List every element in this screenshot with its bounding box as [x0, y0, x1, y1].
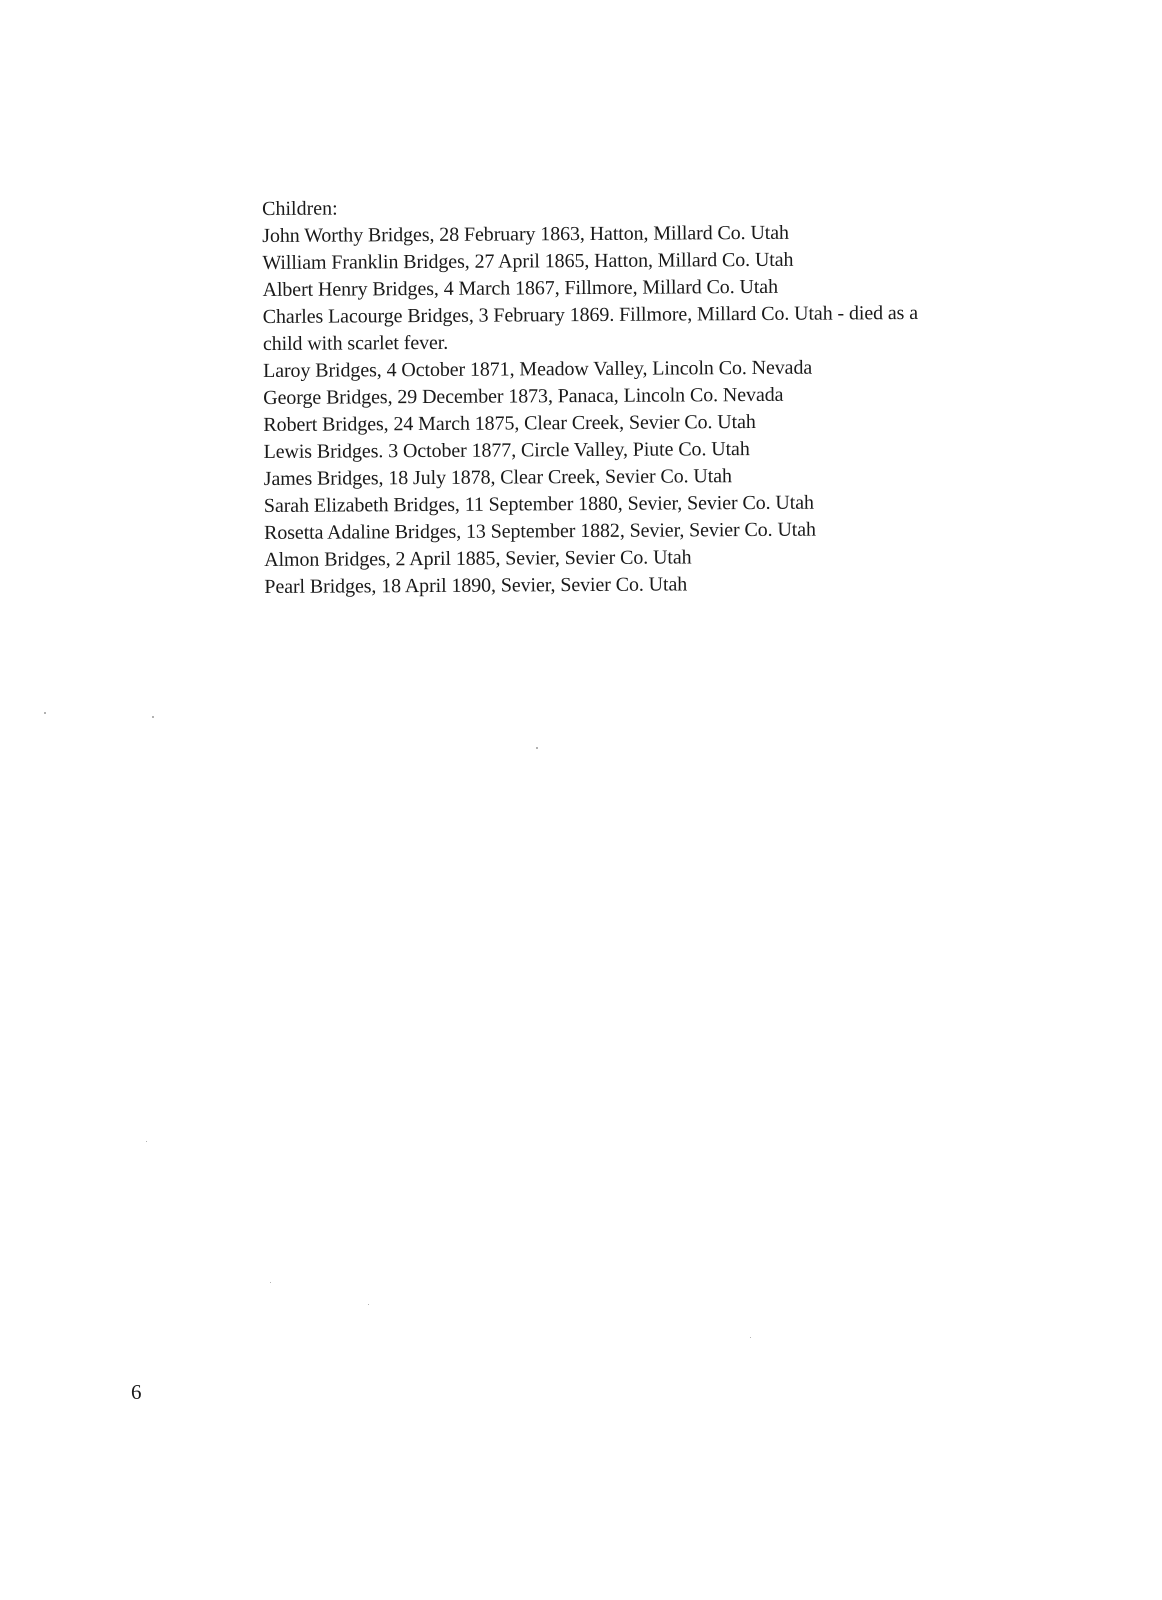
scan-speck: [146, 1141, 147, 1142]
list-item: Charles Lacourge Bridges, 3 February 1869. Fillmore, Millard Co. Utah - died as a: [262, 301, 919, 328]
list-item: Laroy Bridges, 4 October 1871, Meadow Valley, Lincoln Co. Nevada: [263, 356, 813, 382]
list-item: Lewis Bridges. 3 October 1877, Circle Valley, Piute Co. Utah: [263, 438, 750, 463]
children-list: [262, 191, 1024, 601]
page-number: 6: [131, 1380, 142, 1404]
list-item: Almon Bridges, 2 April 1885, Sevier, Sevier Co. Utah: [264, 546, 692, 571]
section-heading: Children:: [262, 197, 338, 220]
list-item-continuation: child with scarlet fever.: [262, 331, 449, 355]
list-item: James Bridges, 18 July 1878, Clear Creek, Sevier Co. Utah: [263, 465, 732, 490]
list-item: John Worthy Bridges, 28 February 1863, Hatton, Millard Co. Utah: [262, 221, 789, 247]
list-item: George Bridges, 29 December 1873, Panaca, Lincoln Co. Nevada: [263, 383, 784, 409]
scan-speck: [536, 747, 538, 749]
list-item: William Franklin Bridges, 27 April 1865, Hatton, Millard Co. Utah: [262, 248, 794, 274]
scan-speck: [368, 1304, 369, 1305]
scan-speck: [750, 1337, 751, 1338]
scan-speck: [152, 716, 154, 718]
list-item: Rosetta Adaline Bridges, 13 September 1882, Sevier, Sevier Co. Utah: [263, 518, 816, 544]
scan-speck: [270, 1282, 271, 1283]
list-item: Robert Bridges, 24 March 1875, Clear Creek, Sevier Co. Utah: [263, 410, 756, 436]
scan-speck: [44, 712, 46, 714]
list-item: Pearl Bridges, 18 April 1890, Sevier, Sevier Co. Utah: [264, 573, 688, 598]
list-item: Sarah Elizabeth Bridges, 11 September 1880, Sevier, Sevier Co. Utah: [263, 491, 814, 517]
list-item: Albert Henry Bridges, 4 March 1867, Fillmore, Millard Co. Utah: [262, 275, 779, 301]
